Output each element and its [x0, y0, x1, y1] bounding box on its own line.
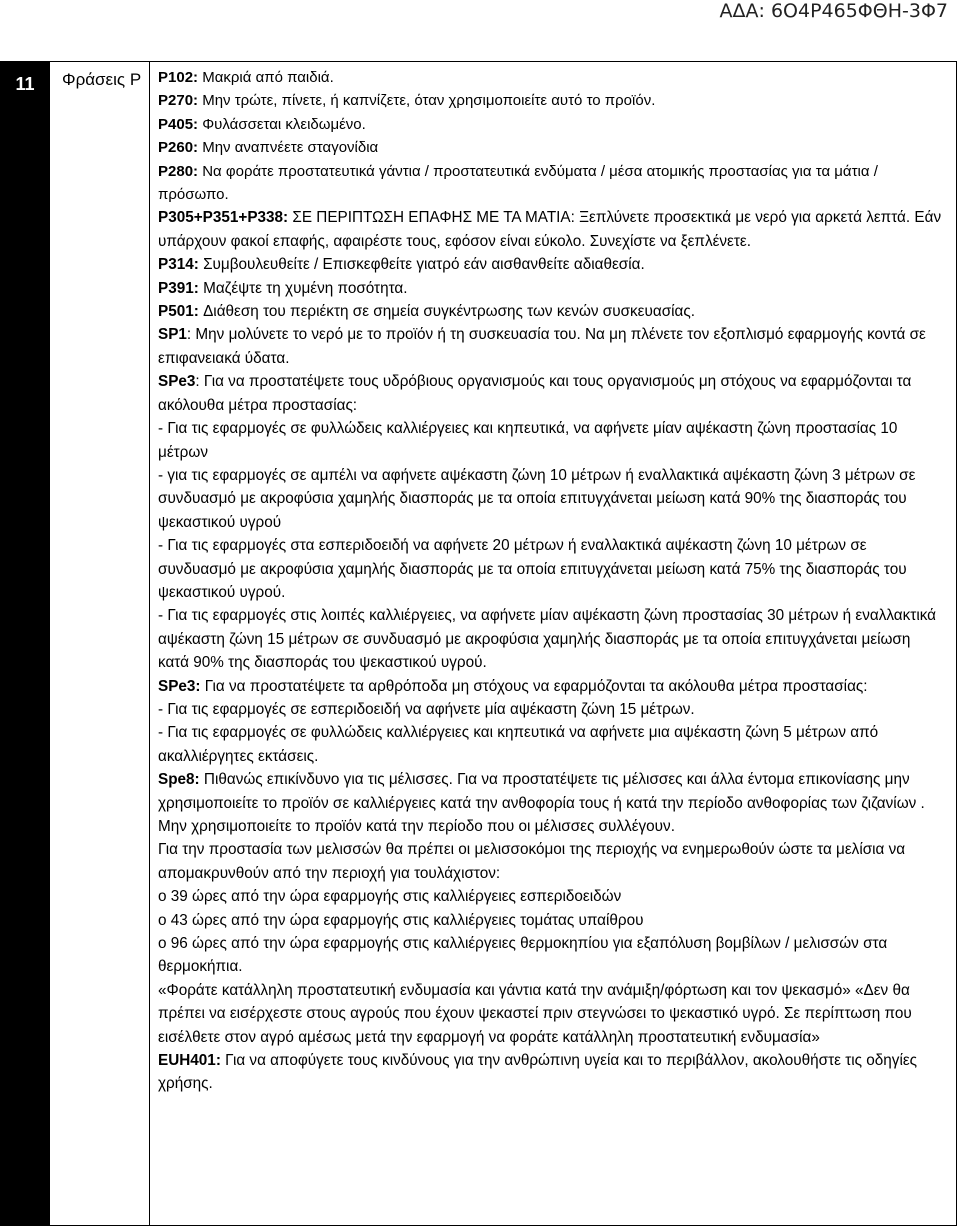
phrase-text: Πιθανώς επικίνδυνο για τις μέλισσες. Για να προστατέψετε τις μέλισσες και άλλα έντομα επικονίασης μην χρησιμοποιείτε το προϊόν σε καλλιέργειες κατά την ανθοφορία τους ή κατά την περίοδο ανθοφορίας των ζιζανίων . Μην χρησιμοποιείτε το προϊόν κατά την περίοδο που οι μέλισσες συλλέγουν. [158, 771, 925, 835]
phrase-line [158, 604, 943, 674]
phrase-line [158, 534, 943, 604]
phrase-text: ο 96 ώρες από την ώρα εφαρμογής στις καλλιέργειες θερμοκηπίου για εξαπόλυση βομβίλων / μελισσών στα θερμοκήπια. [158, 935, 888, 976]
phrase-code: SPe3: [158, 677, 201, 695]
phrase-line [158, 932, 943, 979]
phrase-text: - Για τις εφαρμογές σε εσπεριδοειδή να αφήνετε μία αψέκαστη ζώνη 15 μέτρων. [158, 700, 695, 718]
phrase-line [158, 675, 943, 698]
phrase-line [158, 300, 943, 323]
phrase-line [158, 909, 943, 932]
phrase-code: Spe8: [158, 771, 200, 789]
phrase-text: : Μην μολύνετε το νερό με το προϊόν ή τη συσκευασία του. Να μη πλένετε τον εξοπλισμό εφαρμογής κοντά σε επιφανειακά ύδατα. [158, 326, 926, 367]
phrase-code: SP1 [158, 326, 187, 344]
phrase-text: ΣΕ ΠΕΡΙΠΤΩΣΗ ΕΠΑΦΗΣ ΜΕ ΤΑ ΜΑΤΙΑ: Ξεπλύνετε προσεκτικά με νερό για αρκετά λεπτά. Εάν υπάρχουν φακοί επαφής, αφαιρέστε τους, εφόσον είναι εύκολο. Συνεχίστε να ξεπλένετε. [158, 209, 942, 250]
phrase-text: - Για τις εφαρμογές σε φυλλώδεις καλλιέργειες και κηπευτικά, να αφήνετε μίαν αψέκαστη ζώνη προστασίας 10 μέτρων [158, 420, 898, 461]
phrase-text: - Για τις εφαρμογές σε φυλλώδεις καλλιέργειες και κηπευτικά να αφήνετε μια αψέκαστη ζώνη 5 μέτρων από ακαλλιέργητες εκτάσεις. [158, 724, 879, 765]
phrase-line [158, 370, 943, 417]
phrase-line [158, 66, 943, 89]
phrase-line [158, 136, 943, 159]
phrase-text: «Φοράτε κατάλληλη προστατευτική ενδυμασία και γάντια κατά την ανάμιξη/φόρτωση και τον ψεκασμό» «Δεν θα πρέπει να εισέρχεστε στους αγρούς που έχουν ψεκαστεί πριν στεγνώσει το ψεκαστικό υγρό. Σε περίπτωση που εισέλθετε στον αγρό αμέσως μετά την εφαρμογή να φοράτε κατάλληλη προστατευτική ενδυμασία» [158, 981, 912, 1046]
phrase-code: SPe3 [158, 373, 196, 391]
ada-code: ΑΔΑ: 6Ο4Ρ465ΦΘΗ-3Φ7 [719, 0, 948, 22]
phrase-text: ο 39 ώρες από την ώρα εφαρμογής στις καλλιέργειες εσπεριδοειδών [158, 888, 622, 906]
phrase-text: - Για τις εφαρμογές στις λοιπές καλλιέργειες, να αφήνετε μίαν αψέκαστη ζώνη προστασίας 30 μέτρων ή εναλλακτικά αψέκαστη ζώνη 15 μέτρων σε συνδυασμό με ακροφύσια χαμηλής διασποράς με τα οποία επιτυγχάνεται μείωση κατά 90% της διασποράς του ψεκαστικού υγρού. [158, 607, 937, 672]
phrase-line [158, 721, 943, 768]
phrase-code: P391: [158, 279, 199, 297]
phrase-line [158, 417, 943, 464]
section-number: 11 [0, 61, 50, 1226]
phrase-line [158, 89, 943, 112]
phrase-text: : Για να προστατέψετε τους υδρόβιους οργανισμούς και τους οργανισμούς μη στόχους να εφαρμόζονται τα ακόλουθα μέτρα προστασίας: [158, 373, 912, 414]
phrase-text: ο 43 ώρες από την ώρα εφαρμογής στις καλλιέργειες τομάτας υπαίθρου [158, 911, 644, 929]
phrases-content [158, 66, 943, 1096]
phrase-line [158, 885, 943, 908]
phrase-code: P405: [158, 115, 199, 133]
phrase-code: P280: [158, 162, 199, 180]
phrase-text: Για την προστασία των μελισσών θα πρέπει οι μελισσοκόμοι της περιοχής να ενημερωθούν ώστε τα μελίσια να απομακρυνθούν από την περιοχή για τουλάχιστον: [158, 841, 906, 882]
phrase-line [158, 323, 943, 370]
phrase-text: Φυλάσσεται κλειδωμένο. [198, 115, 366, 133]
phrase-text: Διάθεση του περιέκτη σε σημεία συγκέντρωσης των κενών συσκευασίας. [198, 303, 696, 321]
phrase-text: Μαζέψτε τη χυμένη ποσότητα. [198, 279, 408, 297]
phrase-code: P102: [158, 69, 199, 86]
phrase-text: Να φοράτε προστατευτικά γάντια / προστατευτικά ενδύματα / μέσα ατομικής προστασίας για τα μάτια / πρόσωπο. [158, 162, 878, 204]
phrase-line [158, 160, 943, 207]
phrase-code: P501: [158, 303, 199, 321]
phrase-line [158, 113, 943, 136]
phrase-line [158, 979, 943, 1049]
phrase-text: - Για τις εφαρμογές στα εσπεριδοειδή να αφήνετε 20 μέτρων ή εναλλακτικά αψέκαστη ζώνη 10 μέτρων σε συνδυασμό με ακροφύσια χαμηλής διασποράς με τα οποία επιτυγχάνεται μείωση κατά 75% της διασποράς του ψεκαστικού υγρού. [158, 537, 907, 601]
phrase-text: Συμβουλευθείτε / Επισκεφθείτε γιατρό εάν αισθανθείτε αδιαθεσία. [198, 256, 645, 274]
phrase-text: Για να προστατέψετε τα αρθρόποδα μη στόχους να εφαρμόζονται τα ακόλουθα μέτρα προστασίας: [200, 677, 868, 695]
phrase-line [158, 768, 943, 838]
phrase-text: Μακριά από παιδιά. [198, 69, 334, 86]
phrase-line [158, 838, 943, 885]
phrase-line [158, 206, 943, 253]
phrase-code: EUH401: [158, 1052, 221, 1070]
phrase-line [158, 277, 943, 300]
phrase-text: - για τις εφαρμογές σε αμπέλι να αφήνετε αψέκαστη ζώνη 10 μέτρων ή εναλλακτικά αψέκαστη ζώνη 3 μέτρων σε συνδυασμό με ακροφύσια χαμηλής διασποράς με τα οποία επιτυγχάνεται μείωση κατά 90% της διασποράς του ψεκαστικού υγρού [158, 466, 916, 531]
phrase-line [158, 698, 943, 721]
phrase-text: Μην τρώτε, πίνετε, ή καπνίζετε, όταν χρησιμοποιείτε αυτό το προϊόν. [198, 92, 656, 110]
phrase-code: P305+P351+P338: [158, 209, 289, 227]
phrase-line [158, 253, 943, 276]
phrase-text: Για να αποφύγετε τους κινδύνους για την ανθρώπινη υγεία και το περιβάλλον, ακολουθήστε τις οδηγίες χρήσης. [158, 1052, 918, 1093]
phrase-code: P270: [158, 92, 199, 110]
phrase-code: P314: [158, 256, 199, 274]
phrase-text: Μην αναπνέετε σταγονίδια [198, 139, 379, 157]
phrase-line [158, 1049, 943, 1096]
section-label: Φράσεις Ρ [50, 61, 150, 1226]
phrase-code: P260: [158, 139, 199, 157]
phrase-line [158, 464, 943, 534]
